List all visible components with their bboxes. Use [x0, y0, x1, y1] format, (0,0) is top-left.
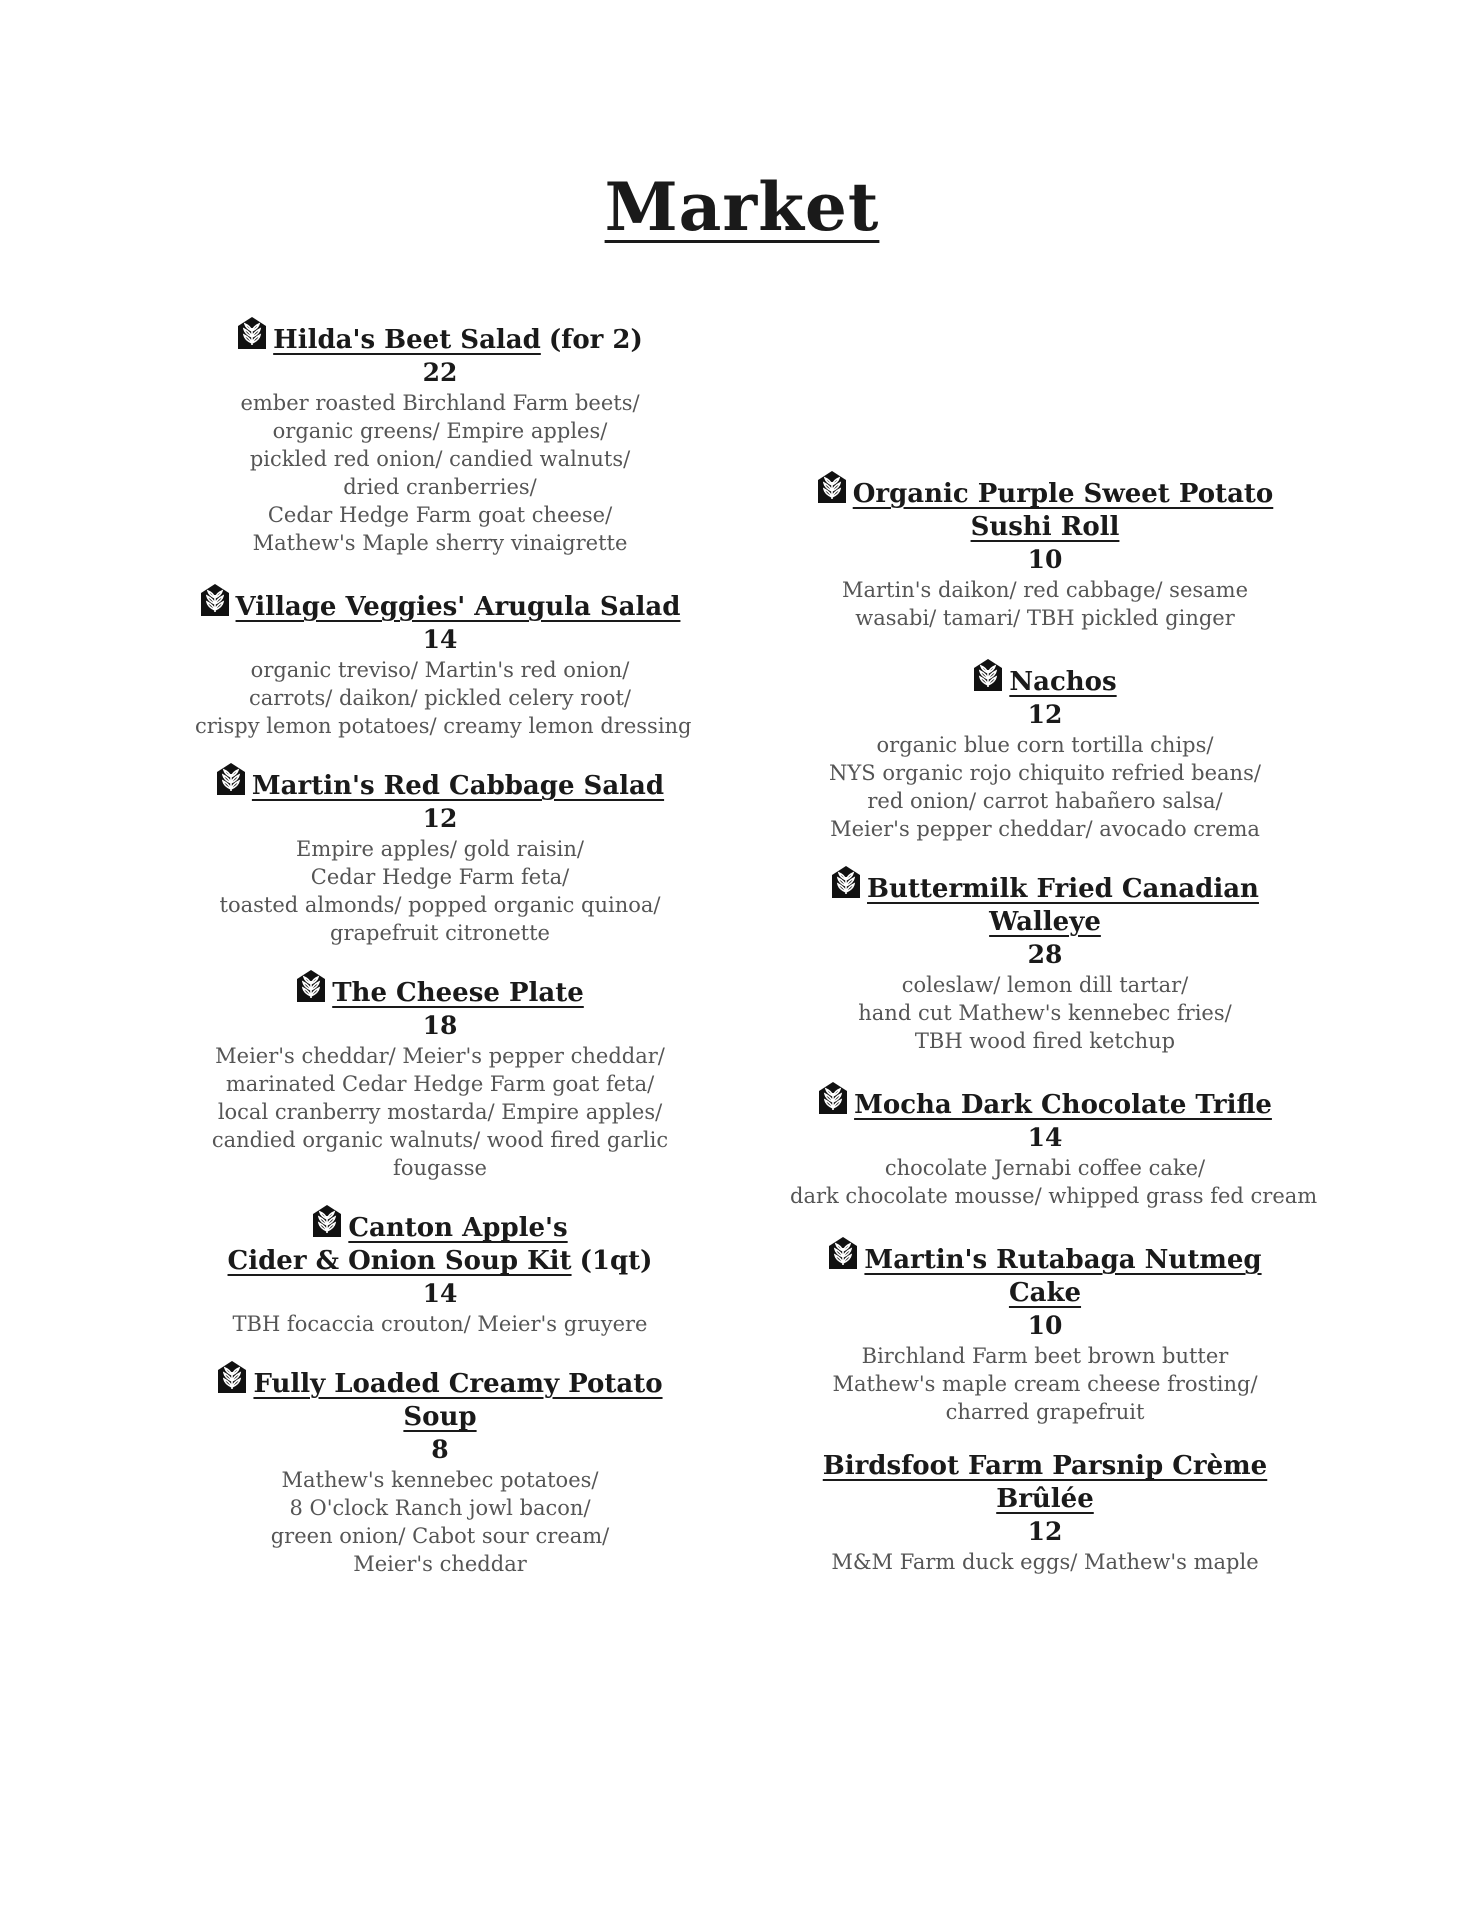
menu-item	[790, 1236, 1300, 1426]
left-menu-column	[195, 316, 692, 1578]
farm-leaf-icon	[200, 583, 230, 617]
menu-item	[195, 969, 685, 1182]
farm-leaf-icon	[831, 865, 861, 899]
menu-item	[790, 1450, 1300, 1576]
menu-item	[195, 1360, 685, 1578]
farm-leaf-icon	[296, 969, 326, 1003]
item-description: coleslaw/ lemon dill tartar/ hand cut Mathew's kennebec fries/ TBH wood fired ketchup	[858, 973, 1232, 1053]
item-description: chocolate Jernabi coffee cake/ dark chocolate mousse/ whipped grass fed cream	[790, 1156, 1318, 1208]
item-name-line2: Sushi Roll	[970, 512, 1120, 542]
item-description: M&M Farm duck eggs/ Mathew's maple	[831, 1550, 1259, 1574]
menu-item	[790, 658, 1300, 843]
item-price: 10	[1027, 545, 1063, 574]
item-name: Fully Loaded Creamy Potato Soup	[253, 1369, 663, 1432]
item-price: 22	[422, 358, 458, 387]
menu-item	[790, 865, 1300, 1055]
item-description: Empire apples/ gold raisin/ Cedar Hedge Farm feta/ toasted almonds/ popped organic quinoa/ grapefruit citronette	[219, 837, 661, 945]
menu-item	[195, 316, 685, 557]
farm-leaf-icon	[217, 1360, 247, 1394]
item-name: Martin's Red Cabbage Salad	[251, 771, 665, 801]
item-name: The Cheese Plate	[332, 978, 584, 1008]
item-description: organic blue corn tortilla chips/ NYS organic rojo chiquito refried beans/ red onion/ carrot habañero salsa/ Meier's pepper cheddar/ avocado crema	[829, 733, 1261, 841]
item-name: Martin's Rutabaga Nutmeg Cake	[864, 1245, 1262, 1308]
item-note: (for 2)	[548, 325, 643, 355]
item-price: 14	[1027, 1123, 1063, 1152]
item-name: Mocha Dark Chocolate Trifle	[854, 1090, 1272, 1120]
item-price: 10	[1027, 1311, 1063, 1340]
item-description: Birchland Farm beet brown butter Mathew's maple cream cheese frosting/ charred grapefruit	[832, 1344, 1258, 1424]
item-description: TBH focaccia crouton/ Meier's gruyere	[232, 1312, 648, 1336]
item-name: Canton Apple's	[348, 1213, 568, 1243]
menu-item	[790, 470, 1300, 632]
item-name: Hilda's Beet Salad	[273, 325, 541, 355]
item-note: (1qt)	[579, 1246, 653, 1276]
farm-leaf-icon	[312, 1204, 342, 1238]
menu-item	[195, 583, 692, 740]
menu-item	[790, 1081, 1318, 1210]
farm-leaf-icon	[973, 658, 1003, 692]
item-description: ember roasted Birchland Farm beets/ organic greens/ Empire apples/ pickled red onion/ candied walnuts/ dried cranberries/ Cedar Hedge Farm goat cheese/ Mathew's Maple sherry vinaigrette	[240, 391, 640, 555]
item-description: organic treviso/ Martin's red onion/ carrots/ daikon/ pickled celery root/ crispy lemon potatoes/ creamy lemon dressing	[195, 658, 692, 738]
item-name-line2: Cider & Onion Soup Kit	[227, 1246, 572, 1276]
item-description: Meier's cheddar/ Meier's pepper cheddar/ marinated Cedar Hedge Farm goat feta/ local cranberry mostarda/ Empire apples/ candied organic walnuts/ wood fired garlic fougasse	[211, 1044, 669, 1180]
page-title: Market	[604, 168, 880, 246]
farm-leaf-icon	[818, 1081, 848, 1115]
item-price: 12	[422, 804, 458, 833]
farm-leaf-icon	[237, 316, 267, 350]
item-price: 8	[431, 1435, 449, 1464]
item-description: Martin's daikon/ red cabbage/ sesame wasabi/ tamari/ TBH pickled ginger	[841, 578, 1249, 630]
farm-leaf-icon	[828, 1236, 858, 1270]
menu-item	[195, 762, 685, 947]
item-name: Village Veggies' Arugula Salad	[235, 592, 681, 622]
item-price: 14	[422, 625, 458, 654]
farm-leaf-icon	[216, 762, 246, 796]
item-name: Organic Purple Sweet Potato	[852, 479, 1274, 509]
item-name: Birdsfoot Farm Parsnip Crème Brûlée	[822, 1451, 1268, 1514]
item-price: 28	[1027, 940, 1063, 969]
item-name: Buttermilk Fried Canadian Walleye	[867, 874, 1259, 937]
menu-item	[195, 1204, 685, 1338]
farm-leaf-icon	[817, 470, 847, 504]
item-description: Mathew's kennebec potatoes/ 8 O'clock Ranch jowl bacon/ green onion/ Cabot sour cream/ Meier's cheddar	[270, 1468, 610, 1576]
item-price: 14	[422, 1279, 458, 1308]
right-menu-column	[790, 470, 1318, 1576]
item-name: Nachos	[1009, 667, 1117, 697]
item-price: 12	[1027, 1517, 1063, 1546]
item-price: 12	[1027, 700, 1063, 729]
item-price: 18	[422, 1011, 458, 1040]
